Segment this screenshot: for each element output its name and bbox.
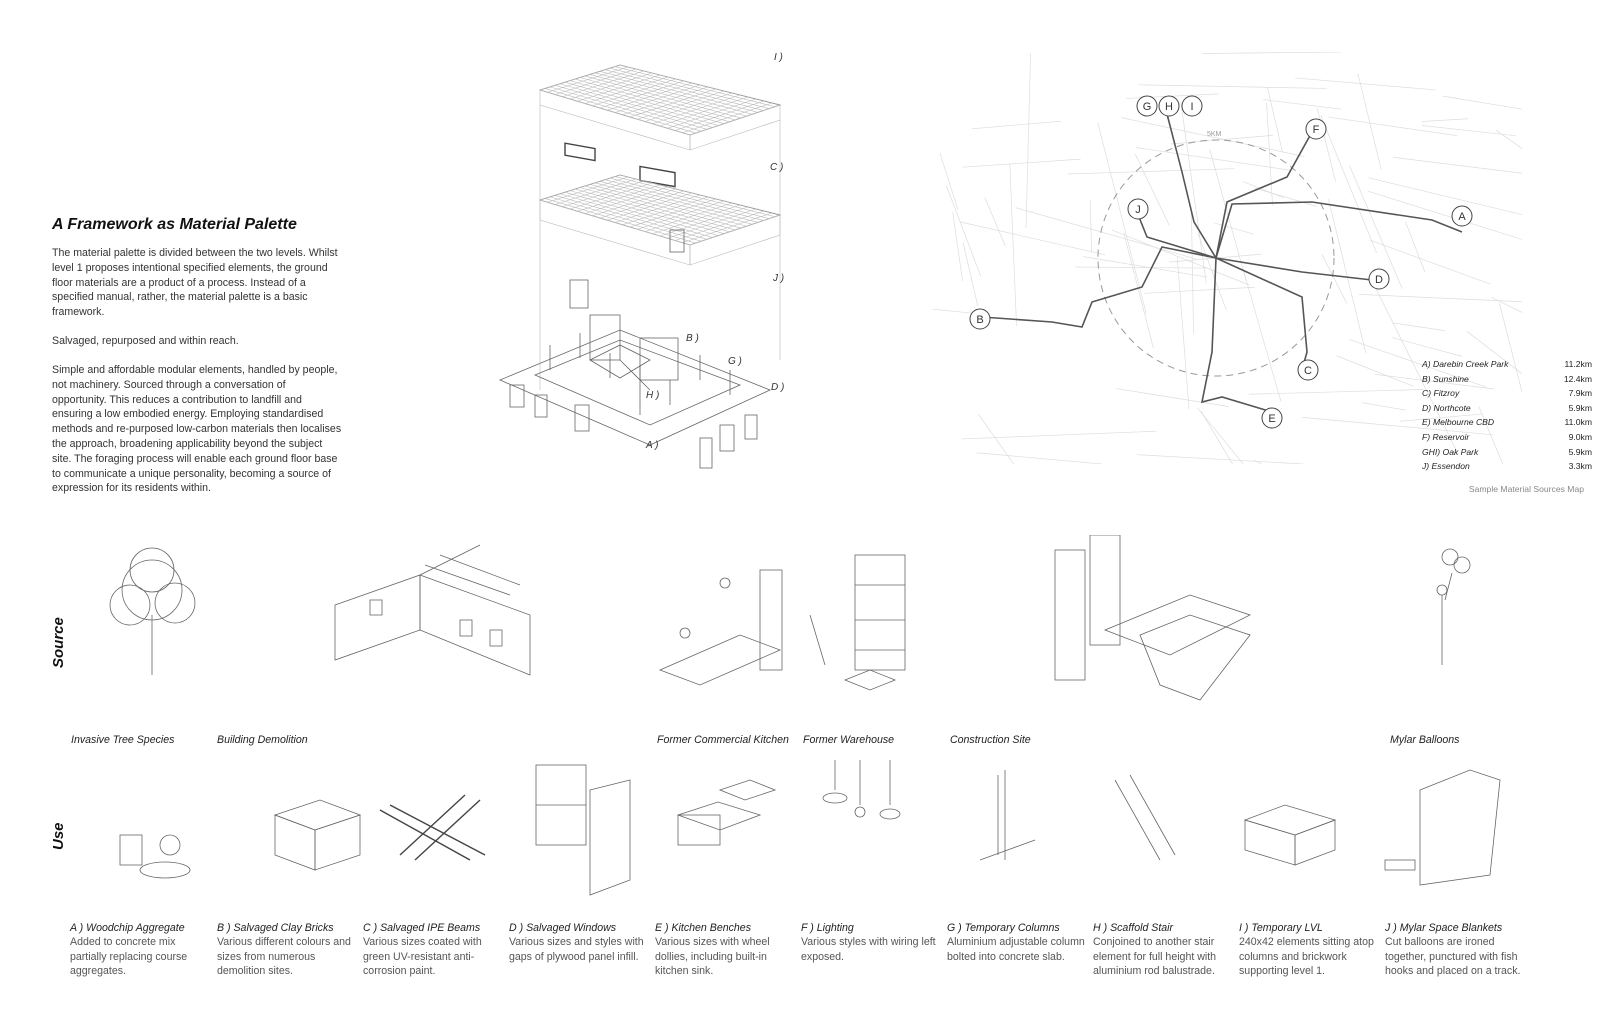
legend-row: [1422, 359, 1592, 374]
map-marker-letter: I: [1190, 101, 1194, 113]
map-marker: [1262, 408, 1282, 428]
benches-illustration: [678, 780, 775, 845]
ground-floor-layer: [500, 315, 770, 468]
legend-distance: 11.0km: [1564, 417, 1592, 428]
axo-label-j: J ): [773, 273, 785, 284]
axo-label-a: A ): [646, 440, 659, 451]
axo-label-h: H ): [646, 390, 660, 401]
use-item-title: G ) Temporary Columns: [947, 922, 1060, 934]
use-item: [217, 921, 357, 979]
use-item-title: E ) Kitchen Benches: [655, 922, 751, 934]
map-marker: [1369, 269, 1389, 289]
kitchen-illustration: [660, 570, 782, 685]
intro-paragraph-1: The material palette is divided between the two levels. Whilst level 1 proposes intentional specified elements, the ground floor materials are a product of a process. Instead of a specified manual, rather, the material palette is a basic framework.: [52, 247, 338, 319]
use-item: [801, 921, 941, 964]
use-item-title: J ) Mylar Space Blankets: [1385, 922, 1503, 934]
legend-name: C) Fitzroy: [1422, 388, 1460, 399]
use-item-title: A ) Woodchip Aggregate: [70, 922, 185, 934]
legend-distance: 7.9km: [1568, 388, 1592, 399]
floor-layer: [540, 175, 780, 308]
axo-label-g: G ): [728, 356, 742, 367]
map-marker-letter: C: [1304, 365, 1312, 377]
map-marker-letter: D: [1375, 274, 1383, 286]
use-row-label: Use: [50, 822, 67, 850]
source-routes: [982, 114, 1462, 412]
beams-illustration: [380, 795, 485, 860]
radius-label: 5KM: [1207, 131, 1222, 138]
use-illustrations: [70, 760, 1540, 900]
legend-distance: 5.9km: [1568, 446, 1592, 457]
map-marker: [1128, 199, 1148, 219]
legend-row: [1422, 388, 1592, 403]
use-item: [509, 921, 649, 964]
map-marker: [1306, 119, 1326, 139]
use-item: [70, 921, 210, 979]
legend-name: B) Sunshine: [1422, 373, 1469, 384]
use-item: [1239, 921, 1379, 979]
woodchip-illustration: [120, 835, 190, 878]
use-item-description: Cut balloons are ironed together, punctured with fish hooks and placed on a track.: [1385, 936, 1521, 978]
mylar-illustration: [1385, 770, 1500, 885]
legend-name: J) Essendon: [1422, 461, 1470, 472]
use-item-title: C ) Salvaged IPE Beams: [363, 922, 481, 934]
source-row-label: Source: [50, 617, 67, 668]
use-item: [363, 921, 503, 979]
source-label-tree: Invasive Tree Species: [71, 734, 175, 746]
legend-row: [1422, 447, 1592, 462]
source-label-kitchen: Former Commercial Kitchen: [657, 734, 789, 746]
exploded-axonometric-drawing: [490, 60, 790, 480]
legend-distance: 9.0km: [1568, 431, 1592, 442]
legend-distance: 11.2km: [1564, 359, 1592, 369]
legend-name: E) Melbourne CBD: [1422, 417, 1495, 428]
warehouse-illustration: [810, 555, 905, 690]
map-marker-letter: G: [1142, 101, 1152, 113]
axo-label-c: C ): [770, 162, 784, 173]
axo-label-d: D ): [771, 382, 785, 393]
demolition-illustration: [335, 545, 530, 675]
map-legend: [1422, 359, 1592, 476]
map-caption: Sample Material Sources Map: [1468, 484, 1584, 494]
legend-name: A) Darebin Creek Park: [1422, 359, 1509, 369]
map-marker: [1298, 360, 1318, 380]
map-marker-letter: E: [1268, 413, 1276, 425]
map-marker-letter: B: [976, 314, 984, 326]
use-item-description: Various sizes with wheel dollies, including built-in kitchen sink.: [655, 936, 770, 978]
columns-illustration: [980, 770, 1035, 860]
map-marker: [1182, 96, 1202, 116]
map-marker: [1159, 96, 1179, 116]
legend-distance: 3.3km: [1568, 461, 1592, 472]
use-item-title: D ) Salvaged Windows: [509, 922, 617, 934]
axo-label-i: I ): [774, 52, 783, 63]
map-marker: [970, 309, 990, 329]
legend-distance: 5.9km: [1568, 402, 1592, 413]
use-item-title: H ) Scaffold Stair: [1093, 922, 1174, 934]
legend-row: [1422, 403, 1592, 418]
use-item-description: Various sizes and styles with gaps of plywood panel infill.: [509, 936, 644, 963]
use-item: [1093, 921, 1233, 979]
balloons-illustration: [1437, 549, 1470, 665]
use-item-description: Aluminium adjustable column bolted into concrete slab.: [947, 936, 1085, 963]
map-marker-letter: H: [1165, 101, 1173, 113]
intro-paragraph-2: Salvaged, repurposed and within reach.: [52, 335, 239, 347]
axo-label-b: B ): [686, 333, 699, 344]
source-label-demolition: Building Demolition: [217, 734, 308, 746]
tree-illustration: [110, 548, 195, 675]
use-item: [655, 921, 795, 979]
legend-name: D) Northcote: [1422, 402, 1471, 413]
legend-name: F) Reservoir: [1422, 431, 1470, 442]
legend-name: GHI) Oak Park: [1422, 446, 1479, 457]
use-item-description: Various styles with wiring left exposed.: [801, 936, 936, 963]
stair-illustration: [1115, 775, 1175, 860]
use-item-description: Various sizes coated with green UV-resistant anti-corrosion paint.: [363, 936, 482, 978]
map-marker: [1137, 96, 1157, 116]
use-item-title: B ) Salvaged Clay Bricks: [217, 922, 334, 934]
source-label-warehouse: Former Warehouse: [803, 734, 895, 746]
map-marker-letter: J: [1135, 204, 1141, 216]
source-label-construction: Construction Site: [950, 734, 1031, 746]
map-marker-letter: A: [1458, 211, 1466, 223]
lvl-illustration: [1245, 805, 1335, 865]
legend-distance: 12.4km: [1563, 373, 1592, 384]
use-item-description: Conjoined to another stair element for full height with aluminium rod balustrade.: [1093, 936, 1217, 978]
legend-row: [1422, 374, 1592, 389]
windows-illustration: [536, 765, 630, 895]
construction-site-illustration: [1055, 535, 1250, 700]
source-label-balloons: Mylar Balloons: [1390, 734, 1460, 746]
legend-row: [1422, 461, 1592, 476]
use-item: [1385, 921, 1525, 979]
intro-paragraph-3: Simple and affordable modular elements, handled by people, not machinery. Sourced through a conversation of opportunity. This reduces a contribution to landfill and ensuring a low embodied energy. Employing standardised methods and re-purposed low-carbon materials then localises the approach, broadening applicability beyond the subject site. The foraging process will enable each ground floor base to communicate a unique personality, becoming a source of expression for its residents within.: [52, 364, 342, 495]
lvl-layer: [540, 65, 780, 187]
use-item-title: F ) Lighting: [801, 922, 854, 934]
legend-row: [1422, 432, 1592, 447]
use-item: [947, 921, 1087, 964]
lighting-illustration: [823, 760, 900, 819]
use-item-description: Various different colours and sizes from numerous demolition sites.: [217, 936, 351, 978]
page-title: A Framework as Material Palette: [52, 216, 297, 233]
use-item-description: Added to concrete mix partially replacing course aggregates.: [70, 936, 188, 978]
use-item-title: I ) Temporary LVL: [1239, 922, 1323, 934]
map-marker: [1452, 206, 1472, 226]
source-illustrations: [60, 535, 1550, 725]
legend-row: [1422, 417, 1592, 432]
map-marker-letter: F: [1312, 124, 1320, 136]
use-item-description: 240x42 elements sitting atop columns and brickwork supporting level 1.: [1239, 936, 1374, 978]
bricks-illustration: [275, 800, 360, 870]
